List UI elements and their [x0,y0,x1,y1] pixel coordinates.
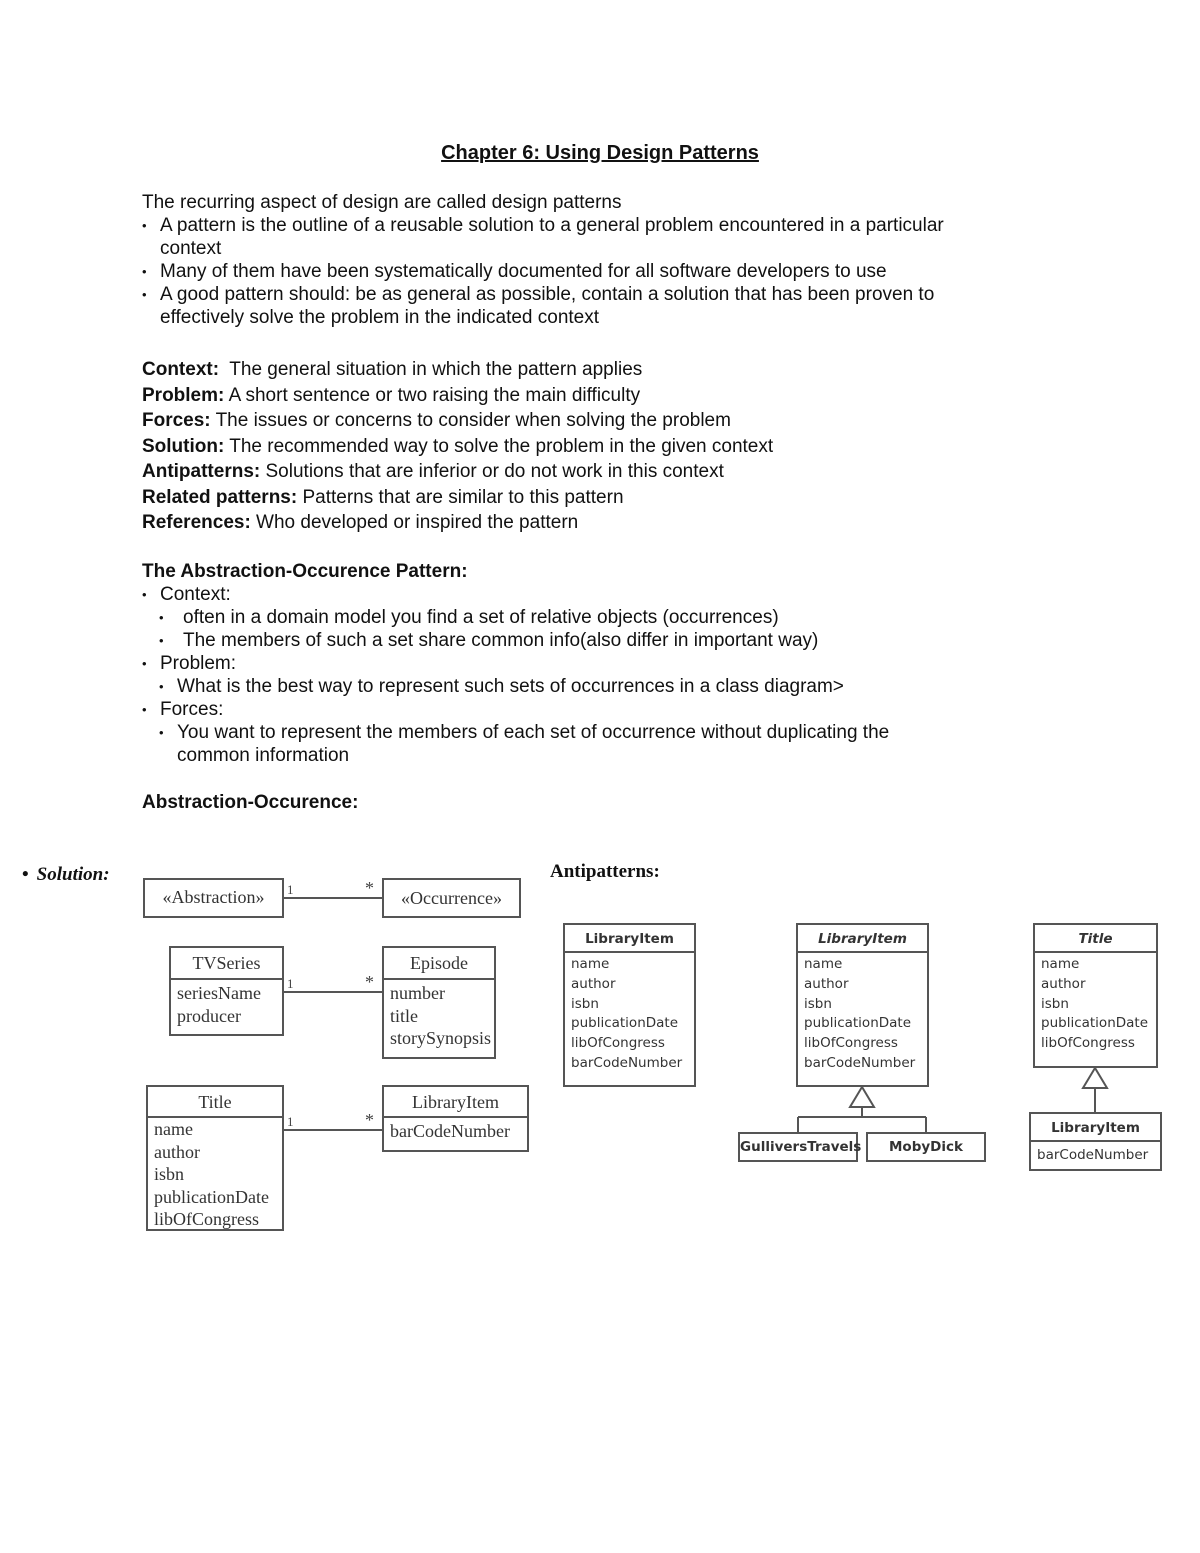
context-item: • The members of such a set share common info(also differ in important way) [159,629,1142,652]
inheritance-arrow-icon [850,1087,874,1107]
gulliverstravels-class: GulliversTravels [738,1132,858,1162]
mobydick-class: MobyDick [866,1132,986,1162]
diagram-heading: Abstraction-Occurence: [142,792,359,813]
intro-bullet: • Many of them have been systematically documented for all software developers to use [142,260,1142,283]
field-related-patterns: Related patterns: Patterns that are similar to this pattern [142,486,624,508]
field-references: References: Who developed or inspired the pattern [142,512,579,533]
occurrence-class: «Occurrence» [382,878,521,918]
episode-class: Episode number title storySynopsis [382,946,496,1059]
antipattern-3-libraryitem-class: LibraryItem barCodeNumber [1029,1112,1162,1171]
multiplicity-many: * [365,972,374,992]
antipattern-1-libraryitem-class: LibraryItem name author isbn publicationDate libOfCongress barCodeNumber [563,923,696,1087]
multiplicity-one: 1 [287,1114,294,1129]
antipatterns-label: Antipatterns: [550,861,660,882]
problem-item: • What is the best way to represent such sets of occurrences in a class diagram> [159,675,1142,698]
tvseries-class: TVSeries seriesName producer [169,946,284,1036]
multiplicity-one: 1 [287,882,294,897]
libraryitem-class: LibraryItem barCodeNumber [382,1085,529,1152]
field-context: Context: The general situation in which the pattern applies [142,359,643,380]
intro-bullet: • A pattern is the outline of a reusable solution to a general problem encountered in a particular context [142,214,1142,260]
intro-lead: The recurring aspect of design are called design patterns [142,192,622,213]
page-title: Chapter 6: Using Design Patterns [441,142,759,164]
inheritance-arrow-icon [1083,1068,1107,1088]
field-problem: Problem: A short sentence or two raising the main difficulty [142,384,641,406]
context-item: • often in a domain model you find a set of relative objects (occurrences) [159,606,1142,629]
abstraction-class: «Abstraction» [143,878,284,918]
field-forces: Forces: The issues or concerns to consider when solving the problem [142,410,731,431]
solution-label: • Solution: [22,864,110,885]
intro-bullet: • A good pattern should: be as general as possible, contain a solution that has been proven to effectively solve the problem in the indicated context [142,283,1142,329]
multiplicity-many: * [365,1110,374,1130]
context-bullet: • Context: [142,583,1142,606]
antipattern-3-title-class: Title name author isbn publicationDate libOfCongress [1033,923,1158,1068]
problem-bullet: • Problem: [142,652,1142,675]
forces-bullet: • Forces: [142,698,1142,721]
antipattern-2-libraryitem-class: LibraryItem name author isbn publicationDate libOfCongress barCodeNumber [796,923,929,1087]
field-antipatterns: Antipatterns: Solutions that are inferior or do not work in this context [142,461,724,482]
multiplicity-one: 1 [287,976,294,991]
forces-item: • You want to represent the members of each set of occurrence without duplicating the common information [159,721,1142,767]
multiplicity-many: * [365,878,374,898]
pattern-heading: The Abstraction-Occurence Pattern: [142,561,468,582]
title-class: Title name author isbn publicationDate libOfCongress [146,1085,284,1231]
field-solution: Solution: The recommended way to solve the problem in the given context [142,435,774,457]
